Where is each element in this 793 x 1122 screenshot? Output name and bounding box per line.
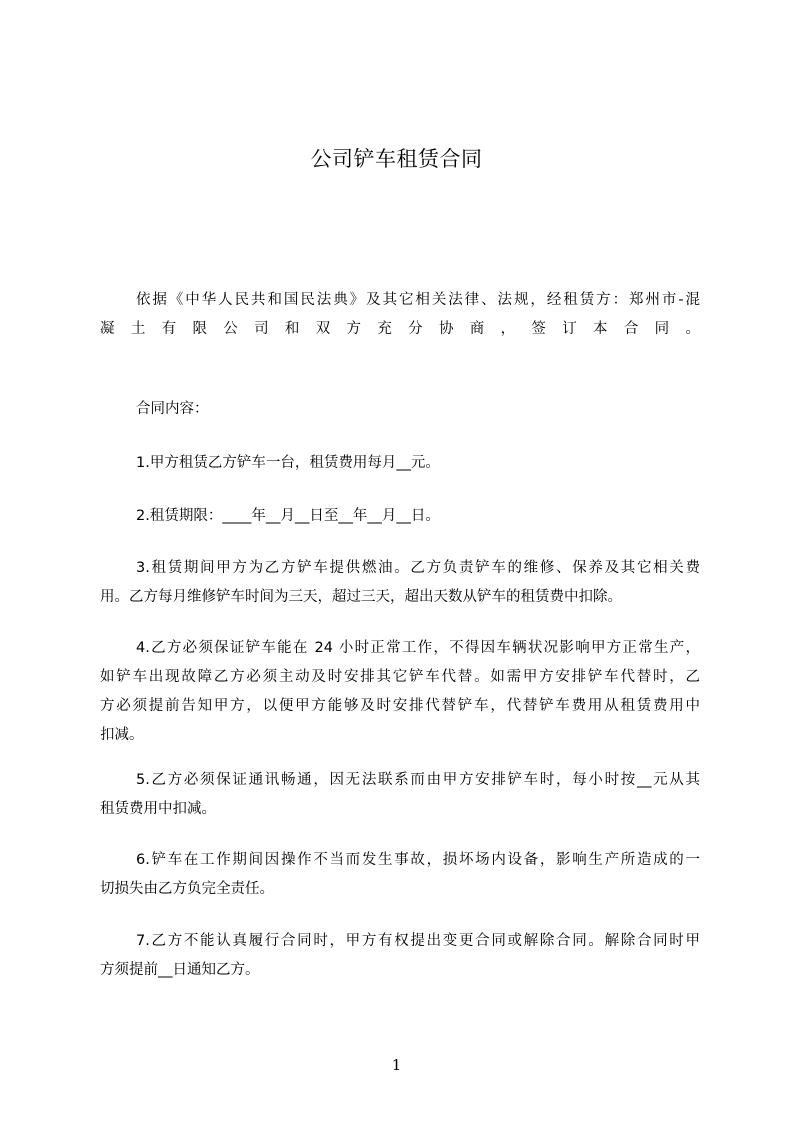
- intro-line-1: 依据《中华人民共和国民法典》及其它相关法律、法规，经租赁方：郑州市-混: [136, 292, 700, 308]
- clause-2: [100, 502, 700, 531]
- contents-heading-text: 合同内容：: [136, 401, 209, 417]
- clause-3-line-1: 3.租赁期间甲方为乙方铲车提供燃油。乙方负责铲车的维修、保养及其它相关费: [136, 560, 700, 576]
- clause-7-line-2: 方须提前__日通知乙方。: [100, 962, 260, 978]
- intro-paragraph: [100, 286, 700, 344]
- clause-6-line-2: 切损失由乙方负完全责任。: [100, 881, 274, 897]
- clause-1: [100, 449, 700, 478]
- clause-3: [100, 554, 700, 612]
- clause-7: [100, 927, 700, 985]
- clause-7-line-1: 7.乙方不能认真履行合同时，甲方有权提出变更合同或解除合同。解除合同时甲: [136, 933, 700, 949]
- clause-5-line-1: 5.乙方必须保证通讯畅通，因无法联系而由甲方安排铲车时，每小时按__元从其: [136, 772, 700, 788]
- page-number: 1: [391, 1056, 402, 1074]
- clause-1-line-1: 1.甲方租赁乙方铲车一台，租赁费用每月__元。: [136, 455, 440, 471]
- clause-4-line-4: 扣减。: [100, 727, 144, 743]
- contents-heading: [100, 395, 700, 424]
- clause-4-line-2: 如铲车出现故障乙方必须主动及时安排其它铲车代替。如需甲方安排铲车代替时，乙: [100, 669, 700, 685]
- clause-5-line-2: 租赁费用中扣减。: [100, 801, 216, 817]
- clause-4: [100, 634, 700, 750]
- document-title: 公司铲车租赁合同: [310, 147, 483, 171]
- clause-5: [100, 766, 700, 824]
- intro-line-2: 凝土有限公司和双方充分协商，签订本合同。: [100, 321, 700, 337]
- clause-2-line-1: 2.租赁期限：____年__月__日至__年__月__日。: [136, 508, 440, 524]
- clause-4-line-1: 4.乙方必须保证铲车能在 24 小时正常工作，不得因车辆状况影响甲方正常生产，: [136, 640, 700, 656]
- clause-3-line-2: 用。乙方每月维修铲车时间为三天，超过三天，超出天数从铲车的租赁费中扣除。: [100, 589, 622, 605]
- clause-4-line-3: 方必须提前告知甲方，以便甲方能够及时安排代替铲车，代替铲车费用从租赁费用中: [100, 698, 700, 714]
- clause-6: [100, 846, 700, 904]
- clause-6-line-1: 6.铲车在工作期间因操作不当而发生事故，损坏场内设备，影响生产所造成的一: [136, 852, 700, 868]
